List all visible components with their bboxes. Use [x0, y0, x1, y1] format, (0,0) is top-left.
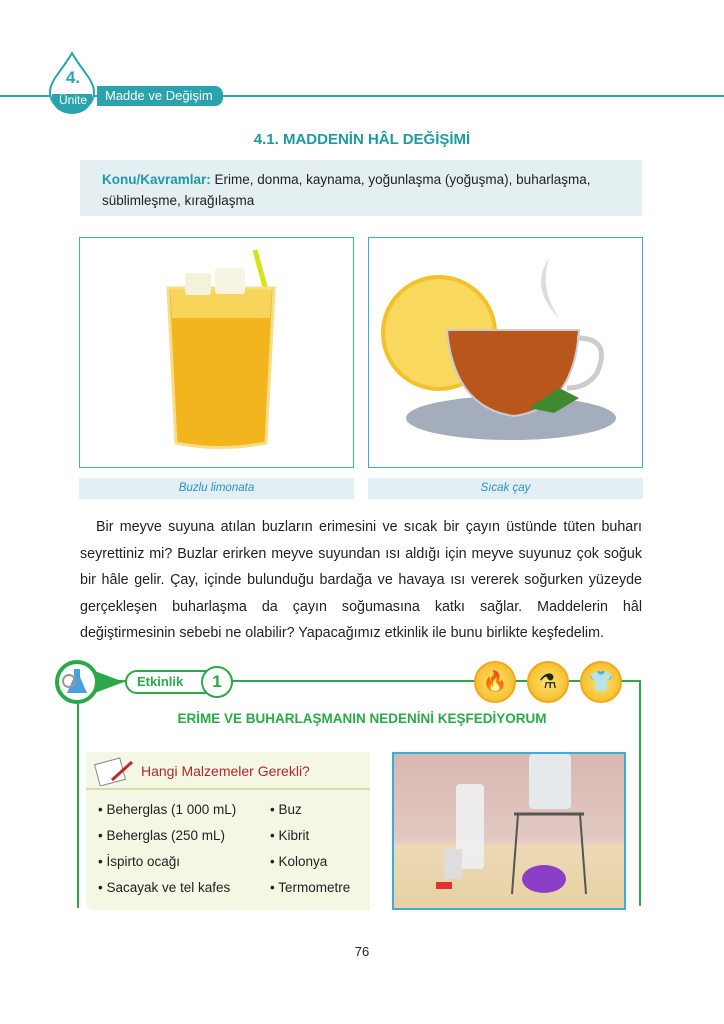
unit-label: Ünite: [58, 93, 87, 107]
list-item: • Sacayak ve tel kafes: [98, 880, 231, 895]
list-item: • Beherglas (1 000 mL): [98, 802, 237, 817]
list-item: • Buz: [270, 802, 302, 817]
topics-label: Konu/Kavramlar:: [102, 172, 211, 187]
unit-number: 4.: [65, 68, 81, 87]
list-item: • Kolonya: [270, 854, 328, 869]
activity-label-text: Etkinlik: [137, 674, 184, 689]
materials-title: Hangi Malzemeler Gerekli?: [86, 752, 370, 790]
checklist-icon: [94, 756, 134, 786]
flask-magnifier-icon: [54, 659, 126, 705]
burner-icon: 🔥: [474, 661, 516, 703]
tea-image: [368, 237, 643, 468]
lemonade-image: [79, 237, 354, 468]
activity-rule-left: [77, 700, 79, 908]
figure-caption: Buzlu limonata: [79, 478, 354, 499]
materials-list-right: [270, 802, 350, 906]
activity-number: 1: [201, 666, 233, 698]
materials-list-left: [98, 802, 236, 906]
topics-box: [80, 160, 642, 216]
intro-paragraph: Bir meyve suyuna atılan buzların erimesini ve sıcak bir çayın üstünde tüten buharı seyrettiniz mi? Buzlar erirken meyve suyundan ısı aldığı için meyve suyunuz çok soğuk bir hâle gelir. Çay, içinde bulunduğu bardağa ve havaya ısı vererek soğurken yüzeyde gerçekleşen buharlaşma da çayın soğumasına katkı sağlar. Maddelerin hâl değiştirmesinin sebebi ne olabilir? Yapacağımız etkinlik ile bunu birlikte keşfedelim.: [80, 519, 642, 641]
list-item: • İspirto ocağı: [98, 854, 181, 869]
activity-title: ERİME VE BUHARLAŞMANIN NEDENİNİ KEŞFEDİYORUM: [177, 711, 547, 726]
lab-coat-icon: 👕: [580, 661, 622, 703]
page-number: 76: [354, 944, 370, 959]
list-item: • Kibrit: [270, 828, 310, 843]
list-item: • Termometre: [270, 880, 351, 895]
figure-caption: Sıcak çay: [368, 478, 643, 499]
materials-box: [86, 752, 370, 910]
list-item: • Beherglas (250 mL): [98, 828, 226, 843]
topics-text: Erime, donma, kaynama, yoğunlaşma (yoğuşma), buharlaşma, süblimleşme, kırağılaşma: [102, 172, 591, 208]
activity-label: [125, 670, 233, 694]
unit-title: Madde ve Değişim: [97, 86, 223, 106]
section-title: 4.1. MADDENİN HÂL DEĞİŞİMİ: [253, 131, 471, 148]
experiment-photo: [392, 752, 626, 910]
flasks-icon: ⚗: [527, 661, 569, 703]
